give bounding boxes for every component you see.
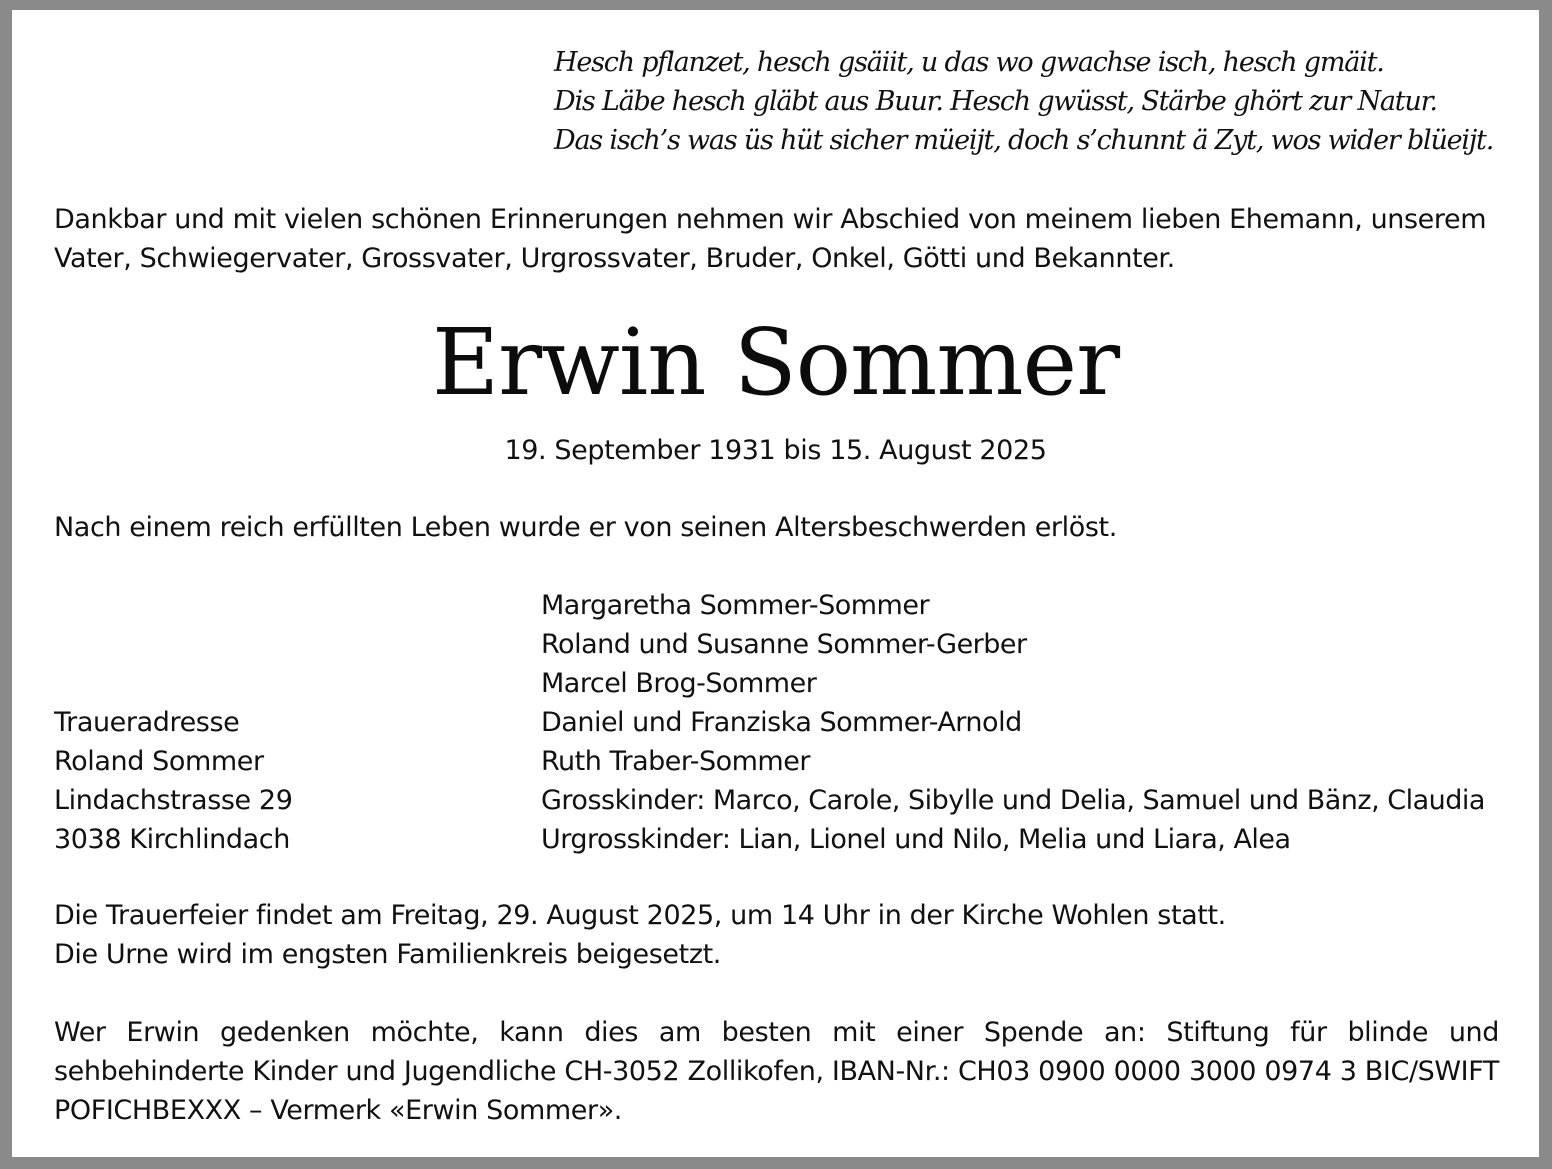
address-line: Lindachstrasse 29 xyxy=(54,785,293,816)
relief-statement: Nach einem reich erfüllten Leben wurde er von seinen Altersbeschwerden erlöst. xyxy=(54,512,1117,543)
service-line: Die Urne wird im engsten Familienkreis beigesetzt. xyxy=(54,939,721,970)
mourning-address xyxy=(54,703,292,859)
mourner-entry: Daniel und Franziska Sommer-Arnold xyxy=(541,707,1022,738)
mourner-entry: Grosskinder: Marco, Carole, Sibylle und Delia, Samuel und Bänz, Claudia xyxy=(541,785,1485,816)
poem-line: Dis Läbe hesch gläbt aus Buur. Hesch gwüsst, Stärbe ghört zur Natur. xyxy=(554,86,1437,117)
life-dates: 19. September 1931 bis 15. August 2025 xyxy=(504,435,1047,466)
mourner-entry: Urgrosskinder: Lian, Lionel und Nilo, Melia und Liara, Alea xyxy=(541,824,1291,855)
service-line: Die Trauerfeier findet am Freitag, 29. August 2025, um 14 Uhr in der Kirche Wohlen statt. xyxy=(54,900,1226,931)
address-line: Roland Sommer xyxy=(54,746,264,777)
mourner-entry: Margaretha Sommer-Sommer xyxy=(541,590,930,621)
mourners-list xyxy=(541,586,1485,859)
address-line: 3038 Kirchlindach xyxy=(54,824,290,855)
obituary-notice xyxy=(12,10,1539,1157)
poem-verse xyxy=(554,43,1493,160)
donation-info: Wer Erwin gedenken möchte, kann dies am besten mit einer Spende an: Stiftung für blinde und sehbehinderte Kinder und Jugendliche CH-3052 Zollikofen, IBAN-Nr.: CH03 0900 0000 3000 0974 3 BIC/SWIFT POFICHBEXXX – Vermerk «Erwin Sommer». xyxy=(54,1017,1499,1126)
mourner-entry: Marcel Brog-Sommer xyxy=(541,668,817,699)
intro-text: Dankbar und mit vielen schönen Erinnerungen nehmen wir Abschied von meinem lieben Ehemann, unserem Vater, Schwiegervater, Grossvater, Urgrossvater, Bruder, Onkel, Götti und Bekannter. xyxy=(54,204,1487,274)
deceased-name: Erwin Sommer xyxy=(431,309,1120,416)
poem-line: Hesch pflanzet, hesch gsäiit, u das wo gwachse isch, hesch gmäit. xyxy=(554,47,1384,78)
mourner-entry: Ruth Traber-Sommer xyxy=(541,746,810,777)
poem-line: Das isch’s was üs hüt sicher müeijt, doch s’chunnt ä Zyt, wos wider blüeijt. xyxy=(554,125,1494,156)
mourner-entry: Roland und Susanne Sommer-Gerber xyxy=(541,629,1027,660)
funeral-service-info xyxy=(54,896,1226,974)
address-label: Traueradresse xyxy=(54,707,240,738)
